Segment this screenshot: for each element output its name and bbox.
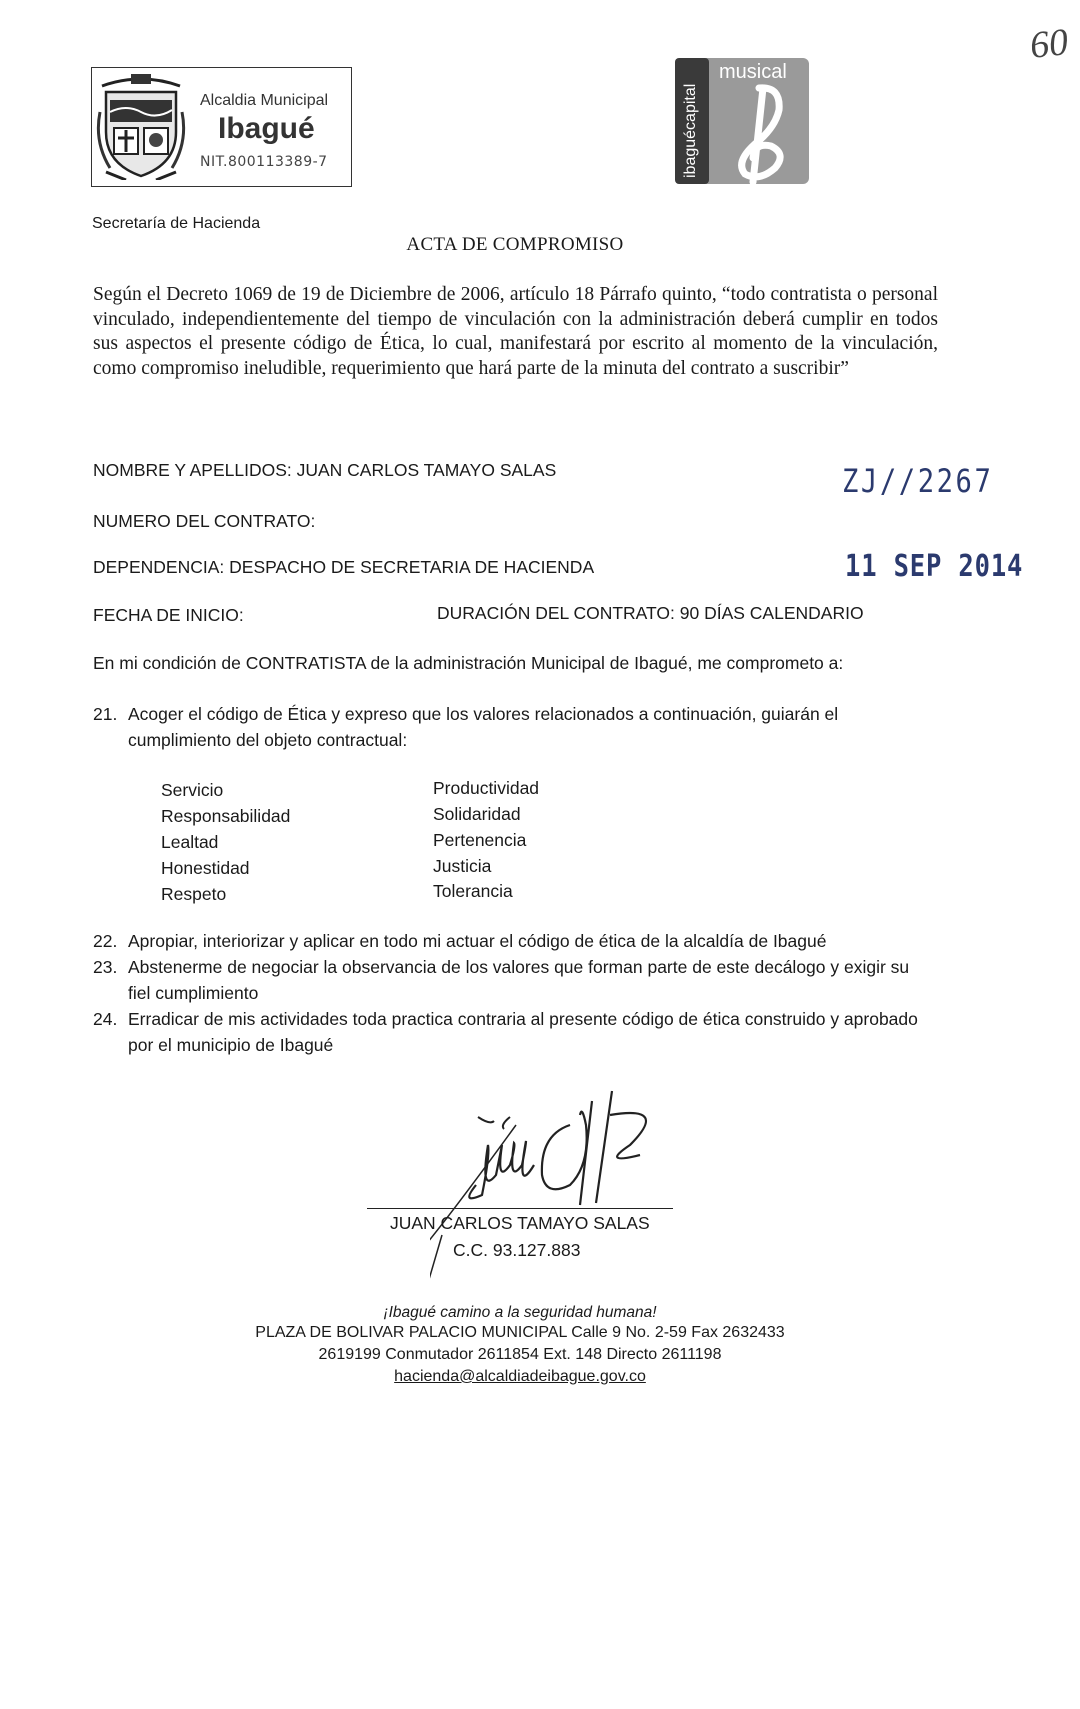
item-number: 24.	[93, 1009, 118, 1029]
value-item: Lealtad	[161, 832, 219, 852]
list-item	[93, 702, 933, 754]
commitment-intro: En mi condición de CONTRATISTA de la administración Municipal de Ibagué, me comprometo a:	[93, 653, 844, 673]
stamp-date: 11 SEP 2014	[845, 549, 1024, 584]
field-dependencia: DEPENDENCIA: DESPACHO DE SECRETARIA DE HACIENDA	[93, 557, 595, 577]
list-item	[93, 955, 933, 1007]
coat-of-arms-icon	[96, 72, 186, 180]
footer-email-row	[0, 1368, 1040, 1386]
item-text: Acoger el código de Ética y expreso que los valores relacionados a continuación, guiarán el cumplimiento del objeto contractual:	[128, 704, 839, 750]
music-logo-vertical-text: ibaguécapital	[682, 83, 699, 178]
logo-title-line: Alcaldia Municipal	[200, 92, 329, 109]
field-numero-contrato: NUMERO DEL CONTRATO:	[93, 511, 316, 531]
value-item: Responsabilidad	[161, 806, 291, 826]
field-duracion: DURACIÓN DEL CONTRATO: 90 DÍAS CALENDARIO	[437, 603, 864, 623]
logo-nit: NIT.800113389-7	[200, 154, 328, 170]
signer-id: C.C. 93.127.883	[453, 1240, 581, 1260]
value-item: Productividad	[433, 778, 540, 798]
value-item: Respeto	[161, 884, 227, 904]
music-logo-text: musical	[719, 61, 787, 83]
value-item: Justicia	[433, 856, 492, 876]
field-nombre: NOMBRE Y APELLIDOS: JUAN CARLOS TAMAYO SALAS	[93, 460, 557, 480]
item-text: Erradicar de mis actividades toda practica contraria al presente código de ética construido y aprobado por el municipio de Ibagué	[128, 1009, 918, 1055]
value-item: Pertenencia	[433, 830, 527, 850]
handwritten-page-number: 60	[1027, 21, 1071, 67]
value-item: Tolerancia	[433, 881, 513, 901]
document-title: ACTA DE COMPROMISO	[406, 234, 624, 255]
footer-slogan: ¡Ibagué camino a la seguridad humana!	[383, 1304, 657, 1321]
list-item	[93, 1007, 933, 1059]
signer-name: JUAN CARLOS TAMAYO SALAS	[390, 1213, 650, 1233]
signature-line	[367, 1208, 673, 1209]
field-fecha-inicio: FECHA DE INICIO:	[93, 605, 244, 625]
item-text: Apropiar, interiorizar y aplicar en todo mi actuar el código de ética de la alcaldía de Ibagué	[128, 931, 827, 951]
intro-paragraph: Según el Decreto 1069 de 19 de Diciembre de 2006, artículo 18 Párrafo quinto, “todo contratista o personal vinculado, independientemente del tiempo de vinculación con la administración deberá cumplir en todos sus aspectos el presente código de Ética, lo cual, manifestará por escrito al momento de la vinculación, como compromiso ineludible, requerimiento que hará parte de la minuta del contrato a suscribir”	[93, 284, 938, 379]
stamp-contract-number: ZJ//2267	[842, 462, 994, 500]
department-name: Secretaría de Hacienda	[92, 215, 261, 232]
item-number: 23.	[93, 957, 118, 977]
footer-email-link[interactable]: hacienda@alcaldiadeibague.gov.co	[394, 1368, 646, 1385]
alcaldia-logo	[91, 67, 352, 187]
value-item: Servicio	[161, 780, 224, 800]
value-item: Solidaridad	[433, 804, 521, 824]
footer-phones: 2619199 Conmutador 2611854 Ext. 148 Directo 2611198	[318, 1346, 722, 1363]
item-number: 21.	[93, 704, 118, 724]
footer-address: PLAZA DE BOLIVAR PALACIO MUNICIPAL Calle 9 No. 2-59 Fax 2632433	[255, 1324, 785, 1341]
item-text: Abstenerme de negociar la observancia de los valores que forman parte de este decálogo y exigir su fiel cumplimiento	[128, 957, 910, 1003]
music-capital-logo	[675, 58, 809, 184]
list-item	[93, 929, 933, 955]
item-number: 22.	[93, 931, 118, 951]
value-item: Honestidad	[161, 858, 250, 878]
logo-city-name: Ibagué	[218, 112, 315, 145]
